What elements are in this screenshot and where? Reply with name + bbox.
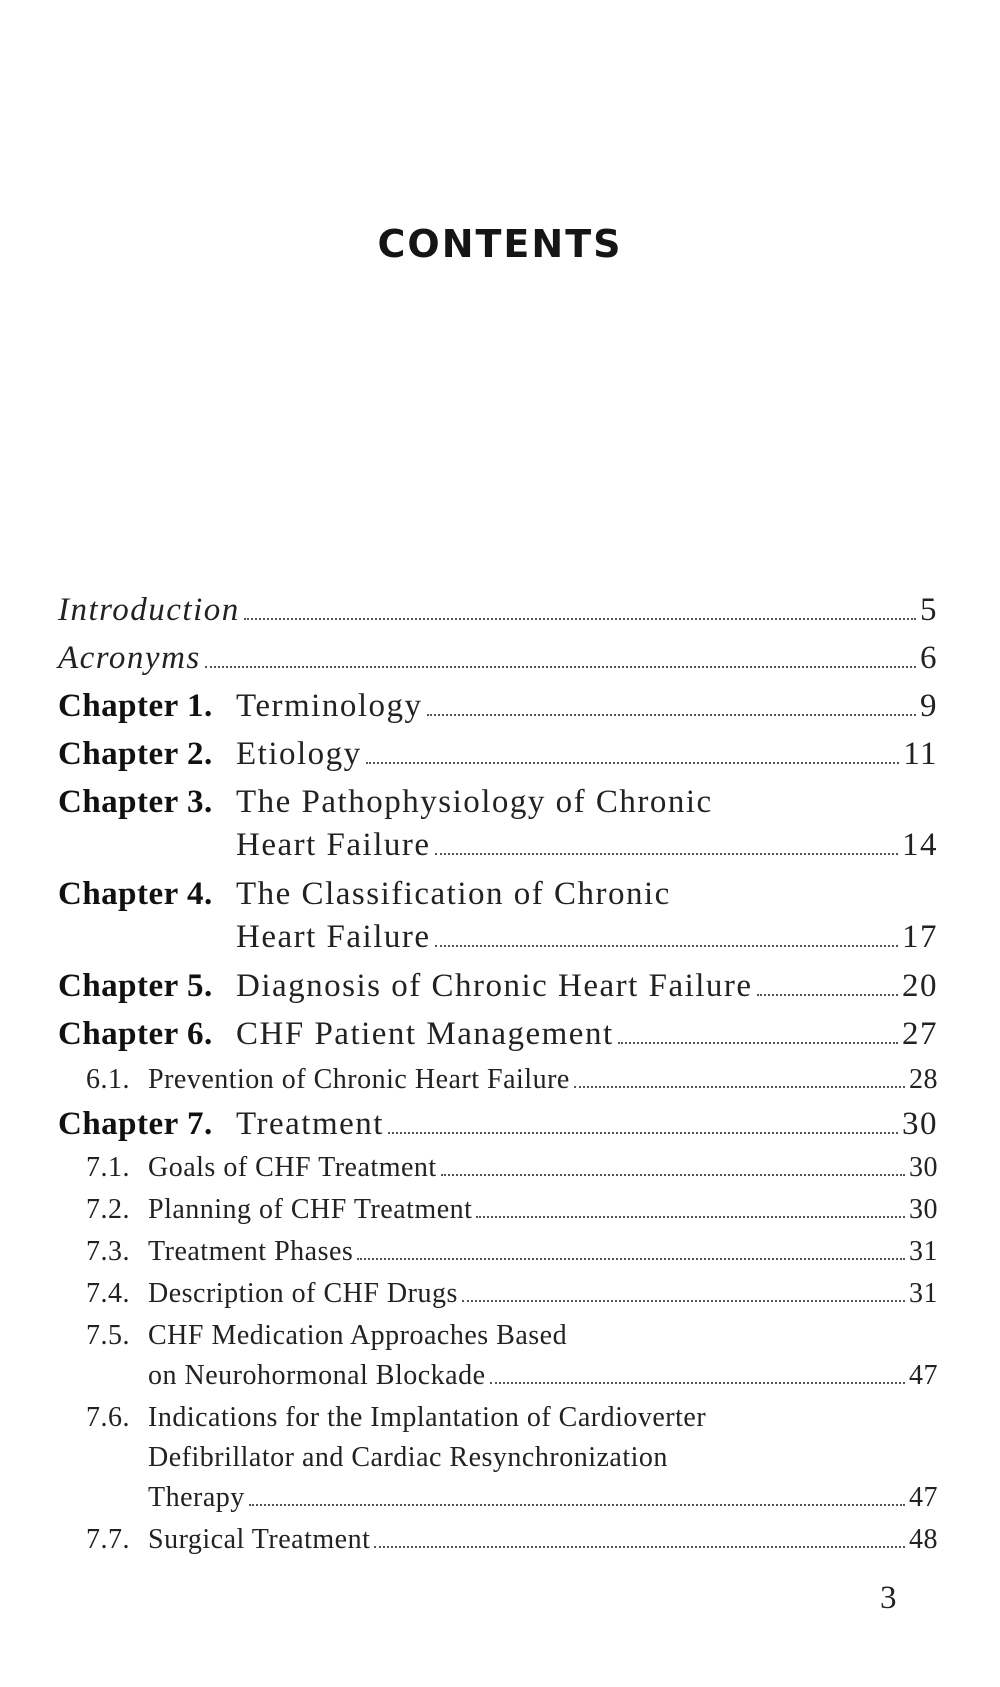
dot-leader xyxy=(366,762,900,764)
chapter-label: Chapter 1. xyxy=(58,688,213,724)
toc-entry-title: Acronyms xyxy=(58,640,201,676)
section-number: 7.3. xyxy=(86,1236,130,1267)
toc-entry-chapter-2[interactable] xyxy=(58,736,938,773)
dot-leader xyxy=(205,666,916,668)
dot-leader xyxy=(435,853,898,855)
toc-entry-chapter-3-continued[interactable] xyxy=(236,827,938,864)
toc-entry-title-line-1: Indications for the Implantation of Cardioverter xyxy=(148,1402,707,1433)
toc-entry-title: Etiology xyxy=(236,736,362,772)
toc-entry-section-7-4[interactable] xyxy=(86,1278,938,1310)
toc-page-number: 9 xyxy=(920,688,938,724)
dot-leader xyxy=(574,1086,905,1088)
toc-entry-title-line-2: Heart Failure xyxy=(236,827,431,863)
toc-entry-section-7-7[interactable] xyxy=(86,1524,938,1556)
toc-entry-chapter-6[interactable] xyxy=(58,1016,938,1053)
toc-page-number: 27 xyxy=(902,1016,938,1052)
toc-entry-chapter-3[interactable] xyxy=(58,784,938,821)
toc-entry-title: Prevention of Chronic Heart Failure xyxy=(148,1064,570,1095)
dot-leader xyxy=(490,1382,905,1384)
toc-page-number: 17 xyxy=(902,919,938,955)
toc-entry-title: Surgical Treatment xyxy=(148,1524,371,1555)
dot-leader xyxy=(388,1132,898,1134)
dot-leader xyxy=(618,1042,898,1044)
toc-entry-title: Treatment Phases xyxy=(148,1236,354,1267)
toc-entry-section-7-5-continued[interactable] xyxy=(148,1360,938,1392)
toc-entry-section-7-1[interactable] xyxy=(86,1152,938,1184)
chapter-label: Chapter 3. xyxy=(58,784,213,820)
dot-leader xyxy=(249,1504,905,1506)
section-number: 7.1. xyxy=(86,1152,130,1183)
toc-entry-title-line-3: Therapy xyxy=(148,1482,245,1513)
toc-entry-title: Description of CHF Drugs xyxy=(148,1278,458,1309)
toc-entry-chapter-7[interactable] xyxy=(58,1106,938,1143)
toc-entry-title-line-2: Heart Failure xyxy=(236,919,431,955)
section-number: 7.4. xyxy=(86,1278,130,1309)
toc-entry-section-7-6-line-2[interactable] xyxy=(148,1442,938,1474)
toc-entry-title-line-1: The Classification of Chronic xyxy=(236,876,671,912)
section-number: 7.6. xyxy=(86,1402,130,1433)
toc-page-number: 5 xyxy=(920,592,938,628)
toc-entry-title: Diagnosis of Chronic Heart Failure xyxy=(236,968,753,1004)
toc-entry-section-7-6-line-3[interactable] xyxy=(148,1482,938,1514)
dot-leader xyxy=(435,945,898,947)
toc-entry-introduction[interactable] xyxy=(58,592,938,629)
dot-leader xyxy=(357,1258,905,1260)
toc-entry-title: CHF Patient Management xyxy=(236,1016,614,1052)
toc-entry-title: Introduction xyxy=(58,592,240,628)
toc-page-number: 30 xyxy=(902,1106,938,1142)
toc-page-number: 11 xyxy=(903,736,938,772)
toc-entry-section-7-6[interactable] xyxy=(86,1402,938,1434)
toc-page-number: 47 xyxy=(909,1360,938,1391)
toc-entry-section-7-3[interactable] xyxy=(86,1236,938,1268)
page-title: CONTENTS xyxy=(377,222,623,266)
toc-page-number: 6 xyxy=(920,640,938,676)
dot-leader xyxy=(441,1174,905,1176)
section-number: 7.5. xyxy=(86,1320,130,1351)
toc-entry-chapter-1[interactable] xyxy=(58,688,938,725)
toc-entry-title: Goals of CHF Treatment xyxy=(148,1152,437,1183)
dot-leader xyxy=(244,618,916,620)
toc-entry-title: Planning of CHF Treatment xyxy=(148,1194,473,1225)
dot-leader xyxy=(757,994,898,996)
toc-entry-section-7-2[interactable] xyxy=(86,1194,938,1226)
dot-leader xyxy=(374,1546,905,1548)
chapter-label: Chapter 7. xyxy=(58,1106,213,1142)
section-number: 7.7. xyxy=(86,1524,130,1555)
chapter-label: Chapter 2. xyxy=(58,736,213,772)
toc-page-number: 47 xyxy=(909,1482,938,1513)
toc-entry-title-line-1: CHF Medication Approaches Based xyxy=(148,1320,568,1351)
toc-page-number: 31 xyxy=(909,1236,938,1267)
toc-page-number: 31 xyxy=(909,1278,938,1309)
page-number: 3 xyxy=(880,1580,897,1616)
toc-page-number: 48 xyxy=(909,1524,938,1555)
toc-entry-chapter-4-continued[interactable] xyxy=(236,919,938,956)
section-number: 7.2. xyxy=(86,1194,130,1225)
toc-entry-section-6-1[interactable] xyxy=(86,1064,938,1096)
toc-entry-acronyms[interactable] xyxy=(58,640,938,677)
toc-page-number: 30 xyxy=(909,1152,938,1183)
toc-entry-title-line-2: Defibrillator and Cardiac Resynchronization xyxy=(148,1442,668,1473)
toc-page-number: 14 xyxy=(902,827,938,863)
toc-page-number: 30 xyxy=(909,1194,938,1225)
toc-entry-section-7-5[interactable] xyxy=(86,1320,938,1352)
chapter-label: Chapter 4. xyxy=(58,876,213,912)
chapter-label: Chapter 5. xyxy=(58,968,213,1004)
dot-leader xyxy=(462,1300,905,1302)
toc-entry-title: Treatment xyxy=(236,1106,384,1142)
toc-entry-title-line-2: on Neurohormonal Blockade xyxy=(148,1360,486,1391)
toc-entry-chapter-4[interactable] xyxy=(58,876,938,913)
chapter-label: Chapter 6. xyxy=(58,1016,213,1052)
dot-leader xyxy=(476,1216,905,1218)
toc-page-number: 28 xyxy=(909,1064,938,1095)
dot-leader xyxy=(427,714,917,716)
section-number: 6.1. xyxy=(86,1064,130,1095)
toc-entry-chapter-5[interactable] xyxy=(58,968,938,1005)
toc-page-number: 20 xyxy=(902,968,938,1004)
toc-entry-title: Terminology xyxy=(236,688,423,724)
toc-entry-title-line-1: The Pathophysiology of Chronic xyxy=(236,784,713,820)
